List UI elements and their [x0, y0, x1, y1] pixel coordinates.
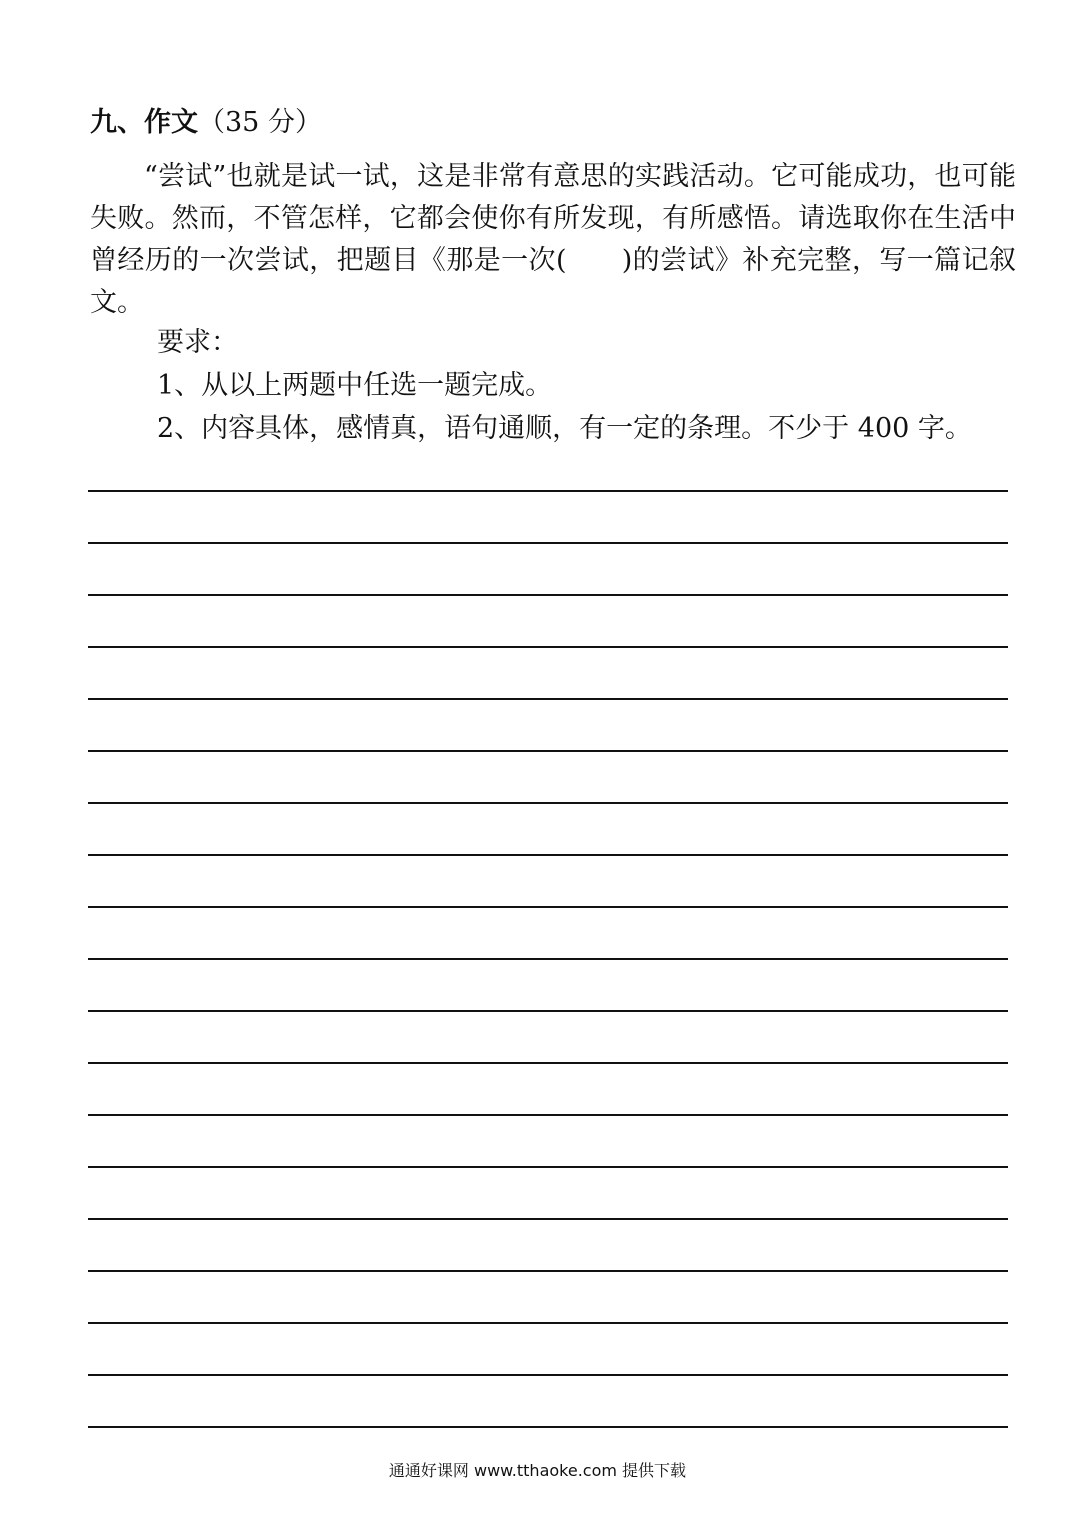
requirements-heading: 要求： [157, 327, 238, 358]
writing-line [88, 1270, 1008, 1272]
writing-line [88, 490, 1008, 492]
writing-line [88, 1010, 1008, 1012]
footer-source: 通通好课网 www.tthaoke.com 提供下载 [388, 1461, 687, 1480]
writing-line [88, 1062, 1008, 1064]
writing-area[interactable] [88, 488, 1008, 1433]
writing-line [88, 646, 1008, 648]
requirement-item: 2、内容具体，感情真，语句通顺，有一定的条理。不少于 400 字。 [157, 413, 972, 444]
writing-line [88, 594, 1008, 596]
requirement-item: 1、从以上两题中任选一题完成。 [157, 370, 553, 401]
writing-line [88, 1218, 1008, 1220]
essay-prompt: “尝试”也就是试一试，这是非常有意思的实践活动。它可能成功，也可能失败。然而，不管怎样，它都会使你有所发现，有所感悟。请选取你在生活中曾经历的一次尝试，把题目《那是一次( )的尝试》补充完整，写一篇记叙文。 [90, 161, 1016, 318]
writing-line [88, 542, 1008, 544]
section-points: （35 分） [198, 107, 322, 138]
writing-line [88, 1166, 1008, 1168]
section-title [90, 104, 322, 142]
writing-line [88, 1426, 1008, 1428]
writing-line [88, 750, 1008, 752]
section-heading: 九、作文 [90, 107, 198, 138]
writing-line [88, 958, 1008, 960]
writing-line [88, 1322, 1008, 1324]
writing-line [88, 1374, 1008, 1376]
writing-line [88, 906, 1008, 908]
writing-line [88, 698, 1008, 700]
writing-line [88, 802, 1008, 804]
writing-line [88, 1114, 1008, 1116]
writing-line [88, 854, 1008, 856]
